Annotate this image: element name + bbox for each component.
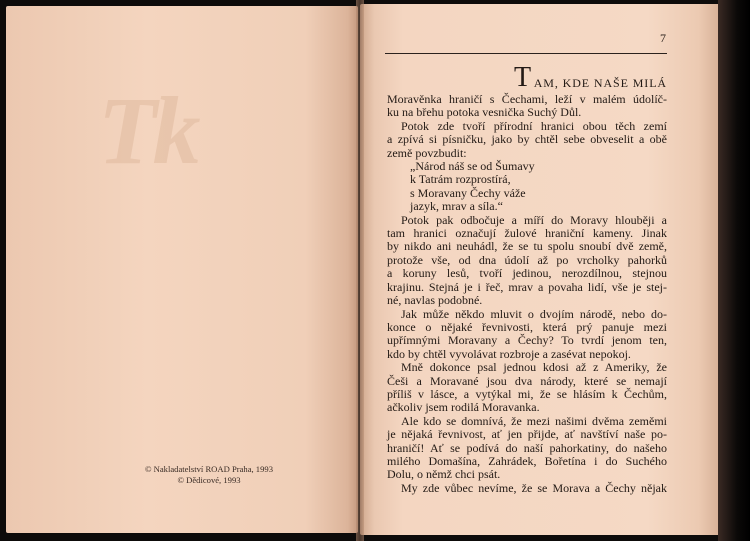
- copyright-imprint: [134, 464, 284, 486]
- text-line: je nějaká řevnivost, ať jen přijde, ať navštíví naše po-: [387, 427, 667, 442]
- verse-line: k Tatrám rozprostírá,: [410, 172, 511, 187]
- poem-verse: [387, 160, 667, 214]
- text-line: a koruny lesů, tvoří jedinou, nerozdílnou, stejnou: [387, 266, 667, 281]
- text-line: kdo by chtěl vyvolávat rozbroje a zasévat nepokoj.: [387, 346, 631, 361]
- text-line: konce o nějaké řevnivosti, která prý panuje mezi: [387, 319, 667, 334]
- verse-line: „Národ náš se od Šumavy: [410, 159, 535, 174]
- text-line: protože vše, od dna údolí až po vrcholky pahorků: [387, 252, 667, 267]
- paragraph-1: [387, 93, 667, 120]
- text-line: né, navlas podobné.: [387, 293, 483, 308]
- imprint-publisher-line: © Nakladatelství ROAD Praha, 1993: [144, 464, 273, 474]
- text-line: Ale kdo se domnívá, že mezi našimi dvěma zeměmi: [401, 413, 667, 428]
- paragraph-5: [387, 361, 667, 415]
- text-line: příliš v lásce, a vytýkal mi, že se hlásím k Čechům,: [387, 386, 667, 401]
- chapter-text: [387, 62, 667, 495]
- page-number: 7: [660, 31, 666, 45]
- text-line: ačkoliv jsem rodilá Moravanka.: [387, 400, 540, 415]
- header-rule: [385, 53, 667, 54]
- text-line: upřímnými Moravany a Čechy? To tvrdí jenom ten,: [387, 333, 667, 348]
- paragraph-6: [387, 415, 667, 482]
- text-line: ku na břehu potoka vesnička Suchý Důl.: [387, 105, 582, 120]
- text-line: hraničí! Ať se podívá do naší pahorkatiny, do našeho: [387, 440, 667, 455]
- paragraph-2: [387, 120, 667, 160]
- text-line: by nikdo ani neuhádl, že se tu spolu snoubí dvě země,: [387, 239, 667, 254]
- imprint-heirs-line: © Dědicové, 1993: [177, 475, 241, 485]
- left-page: [6, 6, 358, 533]
- page-edge-shadow: [718, 0, 750, 541]
- text-line: My zde vůbec nevíme, že se Morava a Čechy nějak: [401, 480, 667, 495]
- verse-line: s Moravany Čechy váže: [410, 185, 526, 200]
- opening-small-caps: AM, KDE NAŠE MILÁ: [533, 76, 667, 90]
- text-line: krajinu. Stejná je i řeč, mrav a povaha lidí, vše je stej-: [387, 279, 667, 294]
- text-line: Češi a Moravané jsou dva národy, které se nemají: [387, 373, 667, 388]
- text-line: Jak může někdo mluvit o dvojím národě, nebo do-: [401, 306, 667, 321]
- chapter-opening: [387, 62, 667, 93]
- paragraph-3: [387, 214, 667, 308]
- text-line: milého Domašína, Zahrádek, Bořetína i do Suchého: [387, 453, 667, 468]
- verse-line: jazyk, mrav a síla.“: [410, 199, 503, 214]
- paragraph-4: [387, 308, 667, 362]
- text-line: země povzbudit:: [387, 145, 467, 160]
- show-through-title: Tk: [98, 77, 197, 184]
- text-line: Mně dokonce psal jednou kdosi až z Ameriky, že: [401, 360, 667, 375]
- paragraph-7: [387, 482, 667, 495]
- text-line: tam hranici označují žulové hraniční kameny. Jinak: [387, 226, 667, 241]
- text-line: Potok pak odbočuje a míří do Moravy hlouběji a: [401, 212, 667, 227]
- text-line: Dolu, o němž chci psát.: [387, 467, 501, 482]
- drop-cap: T: [514, 62, 532, 93]
- text-line: Moravěnka hraničí s Čechami, leží v malém údolíč-: [387, 92, 667, 106]
- book-gutter: [356, 0, 364, 541]
- text-line: a zpívá si písničku, jako by chtěl sebe obveselit a obě: [387, 132, 667, 147]
- text-line: Potok zde tvoří přírodní hranici obou těch zemí: [401, 118, 667, 133]
